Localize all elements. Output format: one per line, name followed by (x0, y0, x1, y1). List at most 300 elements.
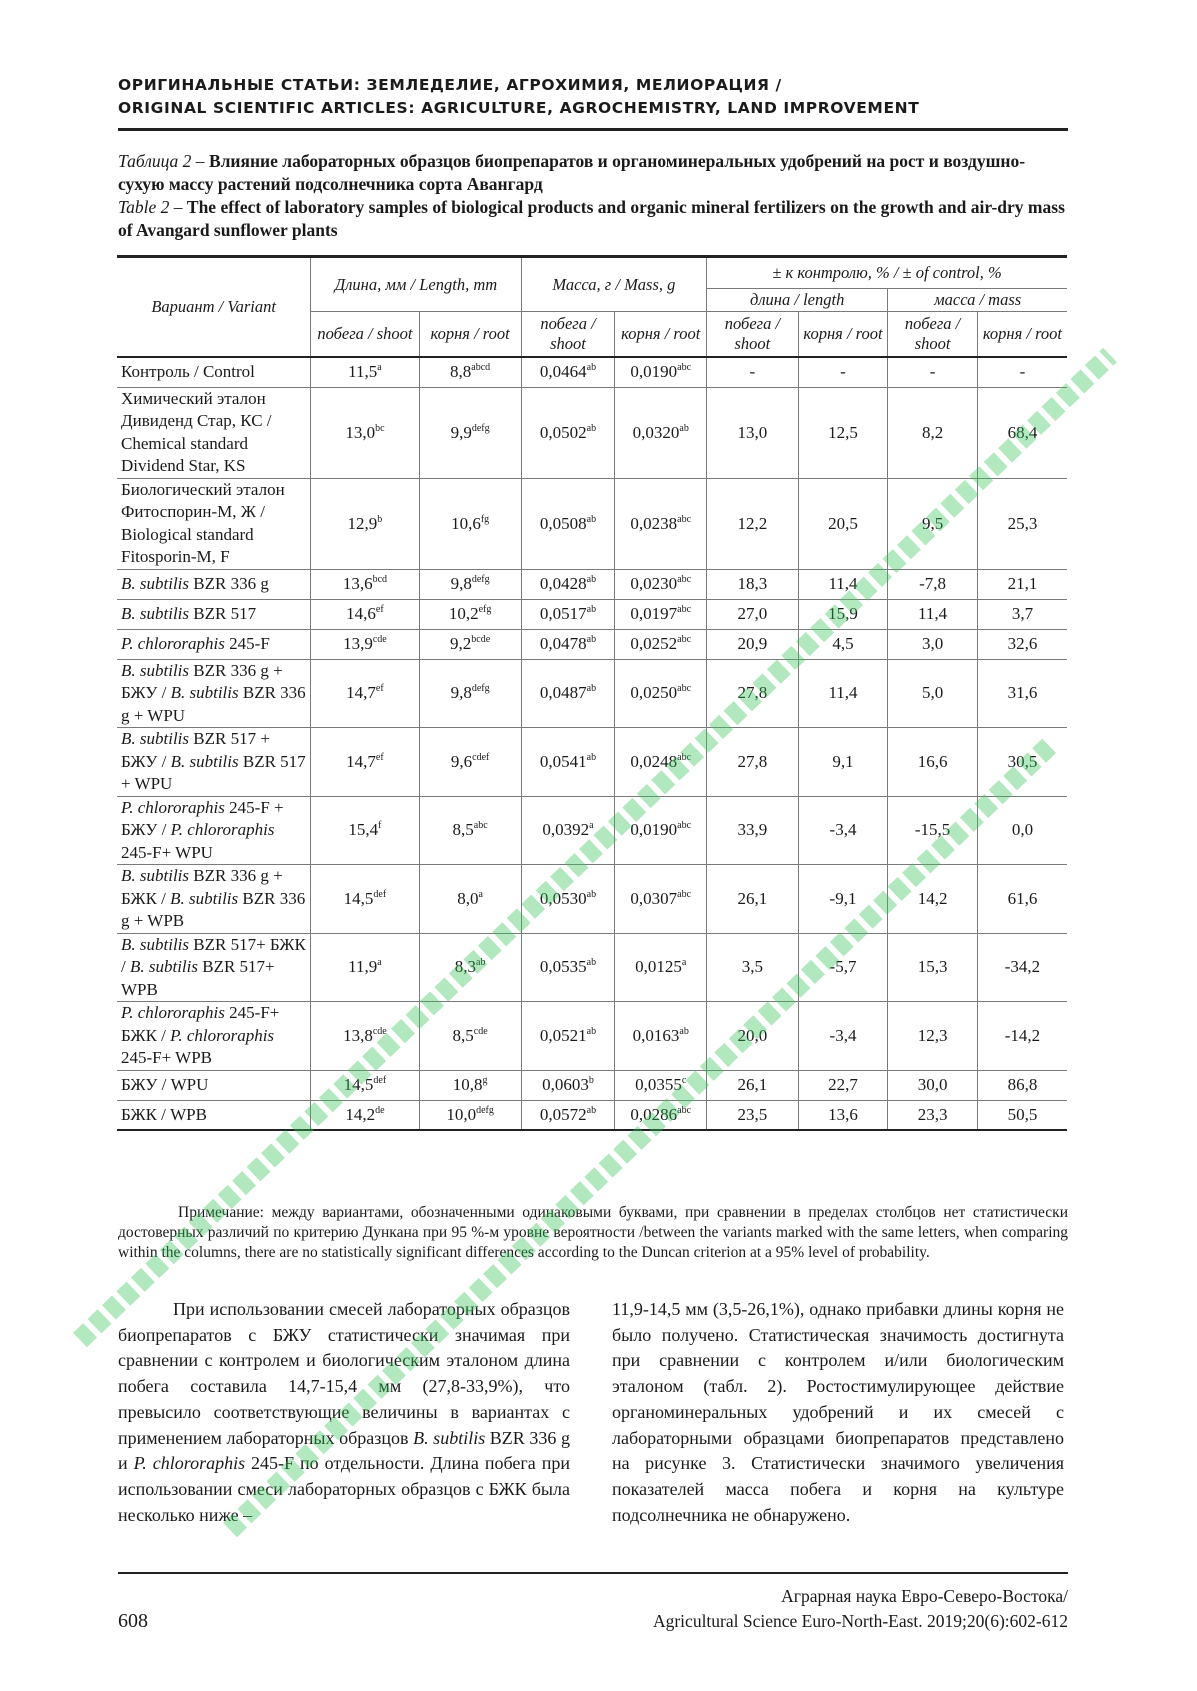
control-mass-shoot-cell-value: 11,4 (918, 604, 948, 623)
mass-root-cell (615, 796, 707, 865)
control-length-root-cell-value: 4,5 (832, 634, 854, 653)
length-root-cell-letters: abc (473, 820, 488, 832)
control-mass-shoot-cell-value: 15,3 (917, 957, 948, 977)
control-mass-shoot-cell (888, 387, 978, 478)
mass-root-cell-value: 0,0230 (630, 574, 678, 593)
control-mass-shoot-cell (888, 1070, 978, 1100)
length-shoot-cell (311, 728, 419, 797)
control-length-root-cell-value: -9,1 (829, 888, 857, 908)
caption-ru-text: Влияние лабораторных образцов биопрепаратов и органоминеральных удобрений на рост и воздушно-сухую массу растений подсолнечника сорта Авангард (118, 151, 1026, 194)
table-row (117, 1002, 1067, 1071)
length-shoot-cell (311, 478, 419, 569)
mass-shoot-cell-letters: a (589, 820, 594, 832)
table-row (117, 728, 1067, 797)
control-mass-root-cell (977, 629, 1067, 659)
control-length-shoot-cell-value: 27,8 (737, 683, 768, 703)
control-mass-root-cell-value: - (1019, 362, 1026, 382)
caption-ru-label: Таблица 2 – (118, 151, 205, 171)
variant-cell: B. subtilis BZR 336 g + БЖК / B. subtilis BZR 336 g + WPB (117, 865, 311, 934)
control-mass-shoot-cell (888, 728, 978, 797)
table-row (117, 569, 1067, 599)
control-mass-shoot-cell-value: 16,6 (917, 751, 948, 771)
mass-shoot-cell-letters: ab (586, 634, 597, 645)
variant-cell: P. chlororaphis 245-F + БЖУ / P. chlororaphis 245-F+ WPU (117, 796, 311, 865)
length-shoot-cell-letters: f (378, 820, 382, 832)
header-rule (118, 128, 1068, 131)
mass-root-cell-value: 0,0163 (632, 1025, 680, 1045)
mass-shoot-cell-value: 0,0535 (539, 957, 587, 977)
control-mass-root-cell-value: 21,1 (1007, 574, 1038, 593)
length-root-cell-letters: a (478, 888, 483, 900)
control-mass-root-cell-value: 50,5 (1007, 1104, 1038, 1124)
length-root-cell-letters: g (482, 1075, 488, 1086)
control-length-root-cell (798, 1070, 888, 1100)
control-mass-shoot-cell-value: - (929, 362, 936, 382)
table-row (117, 659, 1067, 728)
mass-shoot-cell (521, 659, 615, 728)
length-root-cell-value: 10,8 (452, 1075, 483, 1094)
page-number: 608 (118, 1610, 148, 1632)
mass-shoot-cell-letters: ab (586, 751, 597, 763)
control-length-shoot-cell-value: - (749, 362, 756, 382)
mass-root-cell-value: 0,0250 (630, 683, 678, 703)
control-length-shoot-cell (707, 1070, 799, 1100)
length-root-cell-letters: defg (471, 422, 490, 434)
mass-root-cell (615, 629, 707, 659)
control-mass-root-cell (977, 796, 1067, 865)
mass-root-cell (615, 1002, 707, 1071)
length-shoot-cell (311, 1002, 419, 1071)
length-shoot-cell (311, 933, 419, 1002)
length-shoot-cell-letters: de (375, 1104, 385, 1116)
control-length-shoot-cell (707, 1100, 799, 1130)
header-variant: Вариант / Variant (117, 257, 311, 358)
mass-root-cell-value: 0,0307 (630, 888, 678, 908)
control-mass-shoot-cell (888, 478, 978, 569)
control-length-root-cell (798, 357, 888, 387)
variant-cell: БЖУ / WPU (117, 1070, 311, 1100)
control-mass-root-cell (977, 478, 1067, 569)
control-mass-shoot-cell (888, 599, 978, 629)
table-note: Примечание: между вариантами, обозначенными одинаковыми буквами, при сравнении в пределах столбцов нет статистически достоверных различий по критерию Дункана при 95 %-м уровне вероятности /between the variants marked with the same letters, when comparing within the columns, there are no statistically significant differences according to the Duncan criterion at a 95% level of probability. (118, 1204, 1068, 1261)
mass-root-cell-value: 0,0197 (630, 604, 678, 623)
mass-root-cell (615, 1070, 707, 1100)
control-mass-shoot-cell-value: 8,2 (921, 422, 944, 442)
control-length-root-cell (798, 1002, 888, 1071)
length-root-cell (419, 1002, 521, 1071)
mass-root-cell (615, 357, 707, 387)
control-mass-shoot-cell-value: -15,5 (914, 820, 951, 840)
mass-shoot-cell-letters: ab (586, 957, 597, 969)
control-mass-root-cell (977, 933, 1067, 1002)
variant-cell: B. subtilis BZR 517+ БЖК / B. subtilis BZR 517+ WPB (117, 933, 311, 1002)
length-root-cell (419, 659, 521, 728)
header-root: корня / root (977, 312, 1067, 358)
length-shoot-cell-value: 14,5 (343, 888, 374, 908)
table-caption-ru (118, 150, 1068, 196)
control-length-root-cell (798, 865, 888, 934)
mass-shoot-cell-value: 0,0502 (539, 422, 587, 442)
control-mass-shoot-cell-value: 14,2 (917, 888, 948, 908)
control-length-shoot-cell-value: 27,8 (737, 751, 768, 771)
header-shoot: побега / shoot (707, 312, 799, 358)
length-shoot-cell-letters: def (373, 888, 387, 900)
mass-shoot-cell (521, 478, 615, 569)
control-mass-root-cell-value: -14,2 (1004, 1025, 1041, 1045)
control-mass-root-cell (977, 1100, 1067, 1130)
table-body (117, 357, 1067, 1130)
mass-shoot-cell (521, 357, 615, 387)
control-mass-root-cell (977, 865, 1067, 934)
length-root-cell (419, 1070, 521, 1100)
table-row (117, 599, 1067, 629)
header-mass: Масса, г / Mass, g (521, 257, 706, 312)
control-mass-shoot-cell-value: 30,0 (917, 1075, 948, 1094)
header-control-length: длина / length (707, 289, 888, 312)
length-shoot-cell-letters: a (377, 957, 382, 969)
length-shoot-cell-value: 13,8 (343, 1025, 373, 1045)
variant-cell: B. subtilis BZR 517 + БЖУ / B. subtilis BZR 517 + WPU (117, 728, 311, 797)
control-length-root-cell-value: 11,4 (828, 574, 858, 593)
control-length-root-cell (798, 599, 888, 629)
mass-shoot-cell (521, 728, 615, 797)
length-root-cell-letters: ab (476, 957, 486, 969)
mass-root-cell-letters: c (681, 1075, 687, 1086)
control-length-root-cell-value: 15,9 (828, 604, 858, 623)
control-length-shoot-cell (707, 478, 799, 569)
length-root-cell-letters: cde (473, 1025, 488, 1037)
table-row (117, 1070, 1067, 1100)
length-root-cell-value: 8,5 (452, 1025, 474, 1045)
mass-root-cell (615, 599, 707, 629)
length-root-cell (419, 865, 521, 934)
control-length-root-cell (798, 569, 888, 599)
body-text-left: При использовании смесей лабораторных образцов биопрепаратов с БЖУ статистически значимая при сравнении с контролем и биологическим эталоном длина побега составила 14,7-15,4 мм (27,8-33,9%), что превысило соответствующие величины в вариантах с применением лабораторных образцов B. subtilis BZR 336 g и P. chlororaphis 245-F по отдельности. Длина побега при использовании смеси лабораторных образцов с БЖК была несколько ниже – (118, 1299, 571, 1525)
control-length-root-cell (798, 1100, 888, 1130)
control-length-shoot-cell (707, 659, 799, 728)
mass-root-cell-letters: ab (679, 1025, 689, 1037)
control-mass-shoot-cell (888, 569, 978, 599)
control-length-shoot-cell (707, 357, 799, 387)
mass-root-cell-letters: abc (677, 820, 692, 832)
variant-cell: B. subtilis BZR 336 g + БЖУ / B. subtilis BZR 336 g + WPU (117, 659, 311, 728)
mass-root-cell-letters: abc (677, 634, 692, 645)
table-row (117, 387, 1067, 478)
control-length-shoot-cell-value: 3,5 (741, 957, 764, 977)
header-control-mass: масса / mass (888, 289, 1067, 312)
control-mass-shoot-cell (888, 796, 978, 865)
length-shoot-cell-value: 15,4 (348, 820, 379, 840)
control-length-shoot-cell (707, 599, 799, 629)
control-length-shoot-cell (707, 728, 799, 797)
length-root-cell (419, 933, 521, 1002)
length-root-cell-value: 9,9 (450, 422, 472, 442)
mass-root-cell-letters: abc (677, 513, 692, 525)
control-mass-root-cell (977, 357, 1067, 387)
mass-root-cell-value: 0,0190 (630, 362, 678, 382)
mass-shoot-cell-value: 0,0478 (539, 634, 587, 653)
control-mass-root-cell-value: 86,8 (1007, 1075, 1038, 1094)
control-mass-root-cell (977, 569, 1067, 599)
length-root-cell (419, 728, 521, 797)
mass-shoot-cell (521, 865, 615, 934)
length-shoot-cell-letters: def (373, 1075, 387, 1086)
mass-shoot-cell (521, 629, 615, 659)
table-row (117, 796, 1067, 865)
control-length-root-cell-value: -5,7 (829, 957, 857, 977)
control-length-shoot-cell (707, 796, 799, 865)
mass-root-cell-value: 0,0125 (635, 957, 682, 977)
mass-shoot-cell-letters: ab (586, 1104, 597, 1116)
control-mass-shoot-cell-value: 9,5 (921, 513, 944, 533)
control-length-root-cell-value: 9,1 (832, 751, 854, 771)
length-root-cell-letters: defg (471, 683, 490, 695)
table-row (117, 357, 1067, 387)
length-shoot-cell (311, 1100, 419, 1130)
mass-shoot-cell-value: 0,0517 (539, 604, 587, 623)
caption-en-label: Table 2 – (118, 197, 183, 217)
length-shoot-cell-letters: ef (375, 751, 384, 763)
length-shoot-cell (311, 357, 419, 387)
control-length-root-cell (798, 728, 888, 797)
mass-root-cell-value: 0,0190 (630, 820, 678, 840)
length-shoot-cell (311, 796, 419, 865)
control-length-shoot-cell-value: 12,2 (737, 513, 768, 533)
control-mass-root-cell-value: 31,6 (1007, 683, 1038, 703)
control-mass-root-cell-value: 25,3 (1007, 513, 1038, 533)
mass-shoot-cell (521, 1100, 615, 1130)
control-mass-root-cell (977, 728, 1067, 797)
length-shoot-cell-value: 14,7 (346, 751, 376, 771)
length-shoot-cell (311, 629, 419, 659)
control-mass-root-cell (977, 659, 1067, 728)
variant-cell: БЖК / WPB (117, 1100, 311, 1130)
control-length-shoot-cell-value: 20,0 (737, 1025, 768, 1045)
length-root-cell-value: 9,6 (450, 751, 473, 771)
control-length-root-cell-value: 13,6 (828, 1104, 858, 1124)
control-mass-root-cell-value: 3,7 (1011, 604, 1034, 623)
mass-shoot-cell-letters: ab (586, 513, 597, 525)
mass-root-cell (615, 728, 707, 797)
control-mass-root-cell-value: 61,6 (1007, 888, 1038, 908)
mass-root-cell-letters: a (681, 957, 687, 969)
length-shoot-cell-value: 11,9 (348, 957, 378, 977)
control-length-shoot-cell-value: 33,9 (737, 820, 768, 840)
journal-name-ru: Аграрная наука Евро-Северо-Востока/ (781, 1586, 1068, 1606)
length-shoot-cell (311, 1070, 419, 1100)
length-root-cell-value: 8,8 (450, 362, 472, 382)
length-root-cell-value: 8,0 (457, 888, 479, 908)
header-shoot: побега / shoot (311, 312, 419, 358)
length-root-cell-value: 10,0 (446, 1104, 477, 1124)
length-shoot-cell-letters: a (377, 362, 382, 374)
length-root-cell (419, 569, 521, 599)
mass-root-cell-letters: abc (677, 574, 692, 585)
mass-shoot-cell-value: 0,0487 (539, 683, 587, 703)
control-length-shoot-cell-value: 18,3 (737, 574, 768, 593)
length-root-cell-value: 9,8 (450, 683, 472, 703)
control-mass-shoot-cell (888, 1002, 978, 1071)
length-root-cell-value: 8,3 (454, 957, 477, 977)
mass-root-cell (615, 1100, 707, 1130)
control-length-root-cell-value: 12,5 (828, 422, 858, 442)
mass-shoot-cell-value: 0,0530 (539, 888, 587, 908)
control-length-root-cell (798, 478, 888, 569)
mass-shoot-cell-letters: ab (586, 1025, 597, 1037)
mass-shoot-cell-value: 0,0392 (542, 820, 590, 840)
variant-cell: Биологический эталон Фитоспорин-М, Ж / Biological standard Fitosporin-M, F (117, 478, 311, 569)
length-root-cell (419, 1100, 521, 1130)
header-root: корня / root (798, 312, 888, 358)
variant-cell: Химический эталон Дивиденд Стар, КС / Chemical standard Dividend Star, KS (117, 387, 311, 478)
mass-shoot-cell-letters: ab (586, 683, 597, 695)
control-mass-root-cell (977, 599, 1067, 629)
table-caption-en (118, 196, 1068, 242)
table-row (117, 933, 1067, 1002)
length-root-cell-value: 9,8 (450, 574, 472, 593)
mass-root-cell (615, 387, 707, 478)
length-shoot-cell-value: 12,9 (347, 513, 378, 533)
length-root-cell (419, 387, 521, 478)
control-mass-shoot-cell-value: 3,0 (921, 634, 944, 653)
length-root-cell-letters: abcd (471, 362, 491, 374)
control-mass-root-cell-value: 30,5 (1007, 751, 1038, 771)
control-mass-shoot-cell-value: -7,8 (919, 574, 947, 593)
control-mass-shoot-cell (888, 629, 978, 659)
control-length-shoot-cell-value: 27,0 (737, 604, 768, 623)
control-length-root-cell (798, 659, 888, 728)
mass-shoot-cell-letters: ab (586, 362, 597, 374)
control-length-shoot-cell-value: 23,5 (737, 1104, 768, 1124)
mass-root-cell-value: 0,0286 (630, 1104, 678, 1124)
length-shoot-cell-letters: bcd (372, 574, 388, 585)
control-length-shoot-cell-value: 26,1 (737, 1075, 768, 1094)
header-root: корня / root (615, 312, 707, 358)
length-shoot-cell-value: 11,5 (348, 362, 378, 382)
header-length: Длина, мм / Length, mm (311, 257, 521, 312)
length-root-cell (419, 357, 521, 387)
mass-root-cell-letters: abc (677, 888, 692, 900)
mass-shoot-cell-value: 0,0464 (539, 362, 587, 382)
section-header-en: ORIGINAL SCIENTIFIC ARTICLES: AGRICULTURE, AGROCHEMISTRY, LAND IMPROVEMENT (118, 99, 920, 117)
mass-root-cell-letters: abc (677, 751, 692, 763)
control-length-root-cell-value: 20,5 (828, 513, 858, 533)
mass-shoot-cell-value: 0,0572 (539, 1104, 587, 1124)
control-length-root-cell (798, 796, 888, 865)
length-shoot-cell-letters: bc (375, 422, 385, 434)
mass-root-cell-letters: abc (677, 604, 692, 615)
control-length-shoot-cell-value: 26,1 (737, 888, 768, 908)
length-root-cell (419, 796, 521, 865)
table-row (117, 1100, 1067, 1130)
variant-cell: P. chlororaphis 245-F (117, 629, 311, 659)
control-mass-shoot-cell-value: 23,3 (917, 1104, 948, 1124)
length-root-cell-letters: fg (480, 513, 490, 525)
control-length-root-cell-value: -3,4 (829, 1025, 857, 1045)
mass-shoot-cell-letters: ab (586, 422, 597, 434)
mass-root-cell-value: 0,0238 (630, 513, 678, 533)
length-root-cell-value: 10,6 (451, 513, 481, 533)
mass-root-cell-letters: ab (679, 422, 689, 434)
header-shoot: побега / shoot (888, 312, 978, 358)
length-root-cell-letters: efg (478, 604, 492, 615)
length-shoot-cell-value: 13,0 (345, 422, 376, 442)
table-row (117, 478, 1067, 569)
mass-shoot-cell (521, 569, 615, 599)
control-length-shoot-cell (707, 387, 799, 478)
mass-shoot-cell-value: 0,0428 (539, 574, 587, 593)
mass-shoot-cell (521, 1070, 615, 1100)
control-length-root-cell-value: 11,4 (828, 683, 858, 703)
journal-citation (653, 1584, 1068, 1634)
control-mass-shoot-cell-value: 5,0 (921, 683, 944, 703)
body-text-right: 11,9-14,5 мм (3,5-26,1%), однако прибавки длины корня не было получено. Статистическая значимость достигнута при сравнении с контролем и/или биологическим эталоном (табл. 2). Ростостимулирующее действие органоминеральных удобрений и их смесей с лабораторными образцами биопрепаратов представлено на рисунке 3. Статистически значимого увеличения показателей масса побега и корня на культуре подсолнечника не обнаружено. (612, 1299, 1064, 1525)
length-root-cell-letters: defg (476, 1104, 494, 1116)
length-root-cell-value: 10,2 (448, 604, 479, 623)
length-shoot-cell-letters: ef (375, 683, 384, 695)
mass-shoot-cell (521, 1002, 615, 1071)
length-root-cell (419, 478, 521, 569)
control-length-root-cell-value: - (840, 362, 846, 382)
header-control: ± к контролю, % / ± of control, % (707, 257, 1067, 289)
mass-root-cell-letters: abc (677, 362, 692, 374)
control-mass-shoot-cell (888, 659, 978, 728)
table-row (117, 865, 1067, 934)
length-root-cell-value: 9,2 (450, 634, 472, 653)
length-shoot-cell-letters: cde (372, 634, 387, 645)
length-shoot-cell-value: 14,5 (343, 1075, 374, 1094)
control-length-shoot-cell (707, 1002, 799, 1071)
mass-shoot-cell-value: 0,0541 (539, 751, 587, 771)
control-length-root-cell (798, 933, 888, 1002)
length-shoot-cell (311, 865, 419, 934)
footer-rule (118, 1572, 1068, 1574)
control-length-shoot-cell (707, 933, 799, 1002)
mass-shoot-cell-letters: ab (586, 888, 597, 900)
mass-root-cell-letters: abc (677, 683, 692, 695)
length-root-cell-letters: cdef (472, 751, 490, 763)
variant-cell: B. subtilis BZR 517 (117, 599, 311, 629)
control-mass-shoot-cell (888, 357, 978, 387)
length-shoot-cell-letters: ef (375, 604, 384, 615)
variant-cell: B. subtilis BZR 336 g (117, 569, 311, 599)
control-mass-root-cell-value: 68,4 (1007, 422, 1038, 442)
length-shoot-cell-value: 14,7 (346, 683, 376, 703)
control-mass-shoot-cell (888, 1100, 978, 1130)
mass-shoot-cell-letters: ab (586, 574, 597, 585)
mass-root-cell-value: 0,0320 (632, 422, 680, 442)
length-root-cell-letters: bcde (471, 634, 491, 645)
control-length-shoot-cell (707, 569, 799, 599)
control-length-shoot-cell (707, 865, 799, 934)
journal-name-en: Agricultural Science Euro-North-East. 2019;20(6):602-612 (652, 1611, 1068, 1631)
data-table (117, 255, 1067, 1131)
control-length-shoot-cell-value: 20,9 (737, 634, 768, 653)
length-shoot-cell-letters: cde (372, 1025, 387, 1037)
length-shoot-cell (311, 569, 419, 599)
control-length-shoot-cell (707, 629, 799, 659)
length-shoot-cell-value: 14,2 (345, 1104, 376, 1124)
control-length-root-cell (798, 387, 888, 478)
control-mass-root-cell-value: 0,0 (1011, 820, 1034, 840)
control-length-root-cell-value: -3,4 (829, 820, 857, 840)
length-shoot-cell-value: 13,6 (342, 574, 373, 593)
mass-root-cell-letters: abc (677, 1104, 692, 1116)
mass-shoot-cell (521, 933, 615, 1002)
mass-root-cell (615, 933, 707, 1002)
control-mass-root-cell-value: 32,6 (1007, 634, 1038, 653)
control-mass-root-cell (977, 1070, 1067, 1100)
